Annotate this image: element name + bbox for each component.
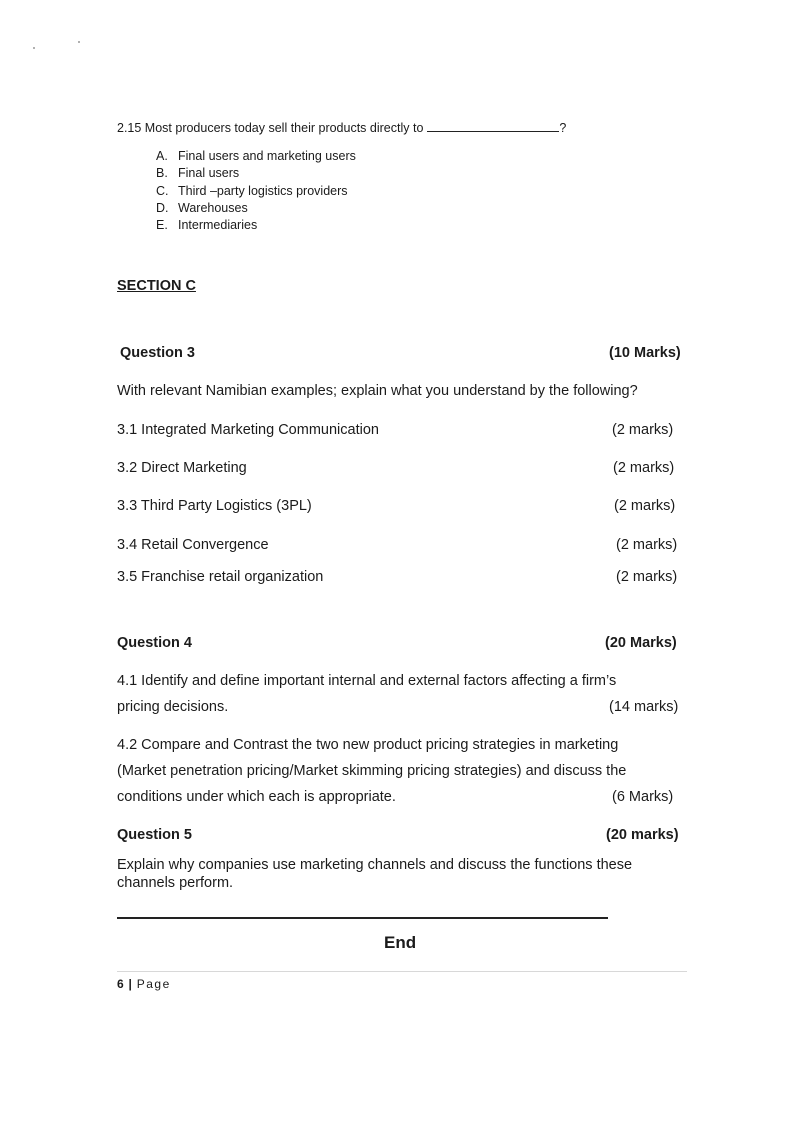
item-3-2-marks: (2 marks) xyxy=(613,460,675,476)
answer-blank xyxy=(427,119,559,132)
question-4-title: Question 4 xyxy=(117,635,192,651)
page-footer xyxy=(117,977,171,991)
question-3-title: Question 3 xyxy=(120,345,195,361)
scan-speck xyxy=(78,41,80,43)
item-4-1-marks: (14 marks) xyxy=(609,699,679,715)
item-3-3-marks: (2 marks) xyxy=(614,498,676,514)
item-4-2-line-1: 4.2 Compare and Contrast the two new product pricing strategies in marketing xyxy=(117,737,619,753)
question-5-title: Question 5 xyxy=(117,827,192,843)
question-4-marks: (20 Marks) xyxy=(605,635,677,651)
option-b: B. Final users xyxy=(156,166,240,181)
end-divider xyxy=(117,917,608,919)
question-5-marks: (20 marks) xyxy=(606,827,679,843)
question-2-15-end: ? xyxy=(559,121,567,135)
option-c: C. Third –party logistics providers xyxy=(156,183,348,198)
question-5-line-1: Explain why companies use marketing channels and discuss the functions these xyxy=(117,857,633,873)
question-3-intro: With relevant Namibian examples; explain what you understand by the following? xyxy=(117,383,638,399)
item-3-1-marks: (2 marks) xyxy=(612,422,674,438)
item-4-2-marks: (6 Marks) xyxy=(612,789,674,805)
option-d: D. Warehouses xyxy=(156,200,248,215)
item-3-2: 3.2 Direct Marketing xyxy=(117,460,247,476)
question-5-line-2: channels perform. xyxy=(117,875,234,891)
item-3-1: 3.1 Integrated Marketing Communication xyxy=(117,422,379,438)
section-title: SECTION C xyxy=(117,278,196,294)
option-e: E. Intermediaries xyxy=(156,218,258,233)
item-3-3: 3.3 Third Party Logistics (3PL) xyxy=(117,498,312,514)
page-number: 6 xyxy=(117,977,124,991)
item-4-1-line-1: 4.1 Identify and define important internal and external factors affecting a firm’s xyxy=(117,673,617,689)
question-2-15 xyxy=(117,119,566,135)
end-label: End xyxy=(384,933,417,952)
item-3-5-marks: (2 marks) xyxy=(616,569,678,585)
item-4-2-line-2: (Market penetration pricing/Market skimming pricing strategies) and discuss the xyxy=(117,763,627,779)
item-3-4: 3.4 Retail Convergence xyxy=(117,537,269,553)
question-2-15-options xyxy=(156,148,356,234)
item-4-1-line-2: pricing decisions. xyxy=(117,699,229,715)
scan-speck xyxy=(33,47,35,49)
item-3-5: 3.5 Franchise retail organization xyxy=(117,569,324,585)
footer-separator: | xyxy=(128,977,132,991)
page-label: Page xyxy=(136,977,171,991)
item-3-4-marks: (2 marks) xyxy=(616,537,678,553)
question-3-marks: (10 Marks) xyxy=(609,345,681,361)
item-4-2-line-3: conditions under which each is appropriate. xyxy=(117,789,396,805)
option-a: A. Final users and marketing users xyxy=(156,149,356,163)
footer-divider xyxy=(117,971,687,972)
question-2-15-text: 2.15 Most producers today sell their products directly to xyxy=(117,121,424,135)
